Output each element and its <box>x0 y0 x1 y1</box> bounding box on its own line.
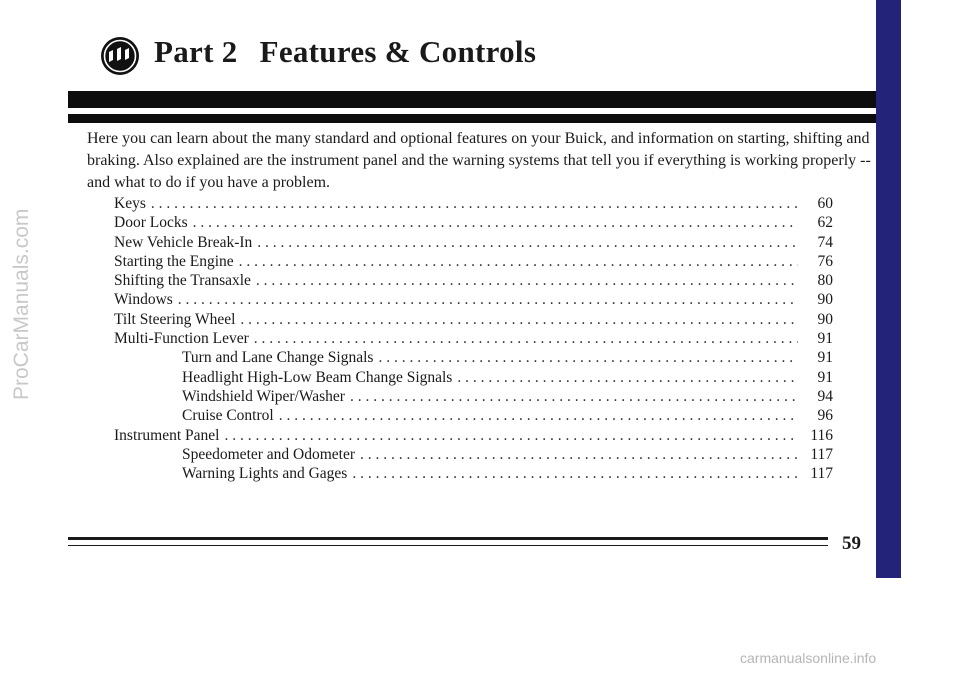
toc-entry-page: 90 <box>817 310 833 328</box>
part-title: Features & Controls <box>259 34 537 69</box>
toc-entry[interactable] <box>114 406 833 425</box>
toc-dot-leader <box>257 233 798 252</box>
toc-entry-title: Keys <box>114 195 146 212</box>
toc-entry-page: 94 <box>817 387 833 405</box>
toc-entry[interactable] <box>114 348 833 367</box>
toc-entry-page: 90 <box>817 291 833 309</box>
toc-entry-page: 76 <box>817 252 833 270</box>
toc-entry-page: 74 <box>817 233 833 251</box>
section-tab-bar <box>876 0 901 578</box>
toc-entry[interactable] <box>114 368 833 387</box>
toc-dot-leader <box>240 310 798 329</box>
toc-dot-leader <box>254 329 798 348</box>
toc-entry[interactable] <box>114 310 833 329</box>
toc-entry[interactable] <box>114 464 833 483</box>
buick-emblem-icon <box>100 36 140 76</box>
toc-entry-page: 60 <box>817 195 833 212</box>
toc-dot-leader <box>256 271 798 290</box>
toc-entry-title: Cruise Control <box>182 407 274 425</box>
toc-entry[interactable] <box>114 445 833 464</box>
footer-rule-thin <box>68 545 828 546</box>
toc-dot-leader <box>193 213 798 232</box>
toc-entry-page: 117 <box>810 465 833 483</box>
toc-entry[interactable] <box>114 271 833 290</box>
toc-entry-title: Starting the Engine <box>114 252 234 270</box>
toc-entry-page: 91 <box>817 330 833 348</box>
toc-dot-leader <box>224 426 798 445</box>
header-band-thick <box>68 91 876 108</box>
toc-dot-leader <box>350 387 798 406</box>
toc-entry-page: 116 <box>810 426 833 444</box>
toc-entry[interactable] <box>114 213 833 232</box>
toc-entry[interactable] <box>114 252 833 271</box>
toc-entry-page: 62 <box>817 214 833 232</box>
footer-rule-thick <box>68 537 828 540</box>
toc-entry-page: 96 <box>817 407 833 425</box>
toc-entry[interactable] <box>114 233 833 252</box>
toc-dot-leader <box>360 445 798 464</box>
footer-watermark: carmanualsonline.info <box>740 650 877 666</box>
part-label: Part 2 <box>154 34 238 69</box>
toc-dot-leader <box>457 368 798 387</box>
toc-entry-page: 91 <box>817 349 833 367</box>
toc-entry[interactable] <box>114 290 833 309</box>
toc-entry[interactable] <box>114 387 833 406</box>
toc-entry[interactable] <box>114 329 833 348</box>
toc-entry-title: Warning Lights and Gages <box>182 465 348 483</box>
toc-dot-leader <box>352 464 798 483</box>
toc-entry-title: Door Locks <box>114 214 188 232</box>
intro-paragraph: Here you can learn about the many standard and optional features on your Buick, and information on starting, shifting and braking. Also explained are the instrument panel and the warning systems that tell you if everything is working properly -- and what to do if you have a problem. <box>87 130 871 191</box>
toc-entry-page: 91 <box>817 368 833 386</box>
toc-entry[interactable] <box>114 194 833 213</box>
header-band-thin <box>68 114 876 123</box>
toc-dot-leader <box>178 290 798 309</box>
toc-dot-leader <box>239 252 798 271</box>
toc-entry-title: Speedometer and Odometer <box>182 445 356 463</box>
toc-entry-title: Tilt Steering Wheel <box>114 310 236 328</box>
table-of-contents <box>114 194 833 483</box>
toc-entry-title: Headlight High-Low Beam Change Signals <box>182 368 453 386</box>
part-heading <box>154 34 536 70</box>
toc-entry-title: Instrument Panel <box>114 426 220 444</box>
toc-entry-page: 117 <box>810 445 833 463</box>
toc-entry-title: Windows <box>114 291 173 309</box>
toc-entry-title: Turn and Lane Change Signals <box>182 349 374 367</box>
toc-dot-leader <box>151 194 798 213</box>
toc-entry-title: New Vehicle Break-In <box>114 233 253 251</box>
side-watermark: ProCarManuals.com <box>10 208 33 400</box>
toc-entry-title: Multi-Function Lever <box>114 330 249 348</box>
toc-entry-title: Shifting the Transaxle <box>114 272 251 290</box>
toc-entry-page: 80 <box>817 272 833 290</box>
page-number: 59 <box>842 533 861 554</box>
toc-entry[interactable] <box>114 426 833 445</box>
toc-entry-title: Windshield Wiper/Washer <box>182 387 345 405</box>
toc-dot-leader <box>378 348 798 367</box>
toc-dot-leader <box>279 406 798 425</box>
